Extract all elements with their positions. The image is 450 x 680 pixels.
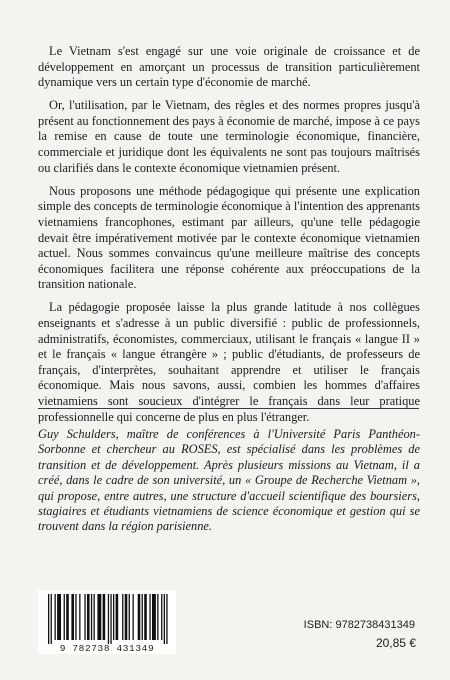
barcode-digits: 9 782738 431349 — [59, 643, 155, 654]
barcode-bar — [108, 594, 109, 644]
barcode-bar — [71, 594, 74, 640]
paragraph-2: Or, l'utilisation, par le Vietnam, des règles et des normes propres jusqu'à présent au fonctionnement des pays à économie de marché, impose à ce pays la remise en cause de toute une terminologie économique, financière, commerciale et juridique dont les équivalents ne sont pas toujours maîtrisés ou clarifiés dans le contexte économique vietnamien présent. — [38, 98, 420, 175]
barcode-bar — [161, 594, 162, 640]
barcode-bar — [87, 594, 90, 640]
barcode-bar — [149, 594, 150, 640]
barcode-bar — [97, 594, 101, 640]
barcode-bar — [64, 594, 65, 640]
barcode-bar — [138, 594, 141, 640]
barcode-bar — [125, 594, 128, 640]
barcode-bar — [110, 594, 111, 644]
barcode-bar — [79, 594, 80, 640]
divider-line — [38, 408, 419, 409]
barcode-bar — [116, 594, 119, 640]
barcode-bar — [166, 594, 167, 644]
barcode-bar — [55, 594, 56, 640]
barcode-bars — [38, 590, 176, 644]
barcode — [38, 590, 176, 654]
barcode-bar — [84, 594, 85, 640]
barcode-bar — [113, 594, 114, 640]
barcode-bar — [164, 594, 165, 644]
barcode-bar — [91, 594, 92, 640]
paragraph-1: Le Vietnam s'est engagé sur une voie originale de croissance et de développement en amorçant un processus de transition particulièrement dynamique vers un certain type d'économie de marché. — [38, 44, 420, 90]
barcode-bar — [122, 594, 123, 640]
barcode-bar — [129, 594, 130, 640]
description-text — [38, 44, 420, 433]
barcode-bar — [152, 594, 156, 640]
barcode-bar — [142, 594, 143, 640]
barcode-bar — [144, 594, 147, 640]
barcode-bar — [75, 594, 76, 640]
author-bio: Guy Schulders, maître de conférences à l'Université Paris Panthéon-Sorbonne et chercheur au ROSES, est spécialisé dans les problèmes de transition et de développement. Après plusieurs missions au Vietnam, il a créé, dans le cadre de son université, un « Groupe de Recherche Vietnam », qui propose, entre autres, une structure d'accueil scientifique des boursiers, stagiaires et étudiants vietnamiens de science économique et gestion qui se trouvent dans la région parisienne. — [38, 427, 420, 534]
barcode-bar — [51, 594, 52, 644]
paragraph-4: La pédagogie proposée laisse la plus grande latitude à nos collègues enseignants et s'adresse à un public diversifié : public de professionnels, administratifs, économistes, commerciaux, utilisant le français « langue II » et le français « langue étrangère » ; public d'étudiants, de professeurs de français, d'interprètes, souhaitant apprendre et utiliser le français économique. Mais nous savons, aussi, combien les hommes d'affaires vietnamiens sont soucieux d'intégrer le français dans leur pratique professionnelle qui concerne de plus en plus l'étranger. — [38, 300, 420, 424]
price-text: 20,85 € — [375, 636, 416, 650]
barcode-bar — [103, 594, 106, 640]
paragraph-3: Nous proposons une méthode pédagogique qui présente une explication simple des concepts de terminologie économique à l'intention des apprenants vietnamiens francophones, estimant par ailleurs, qu'une telle pédagogie devait être impérativement motivée par le contexte économique vietnamien actuel. Nous sommes convaincus qu'une meilleure maîtrise des concepts économiques facilitera une réponse cohérente aux préoccupations de la transition nationale. — [38, 183, 420, 292]
barcode-bar — [94, 594, 95, 640]
barcode-bar — [57, 594, 61, 640]
barcode-bar — [66, 594, 69, 640]
isbn-text: ISBN: 9782738431349 — [303, 619, 415, 631]
barcode-bar — [133, 594, 134, 640]
barcode-bar — [157, 594, 158, 640]
barcode-bar — [48, 594, 49, 644]
